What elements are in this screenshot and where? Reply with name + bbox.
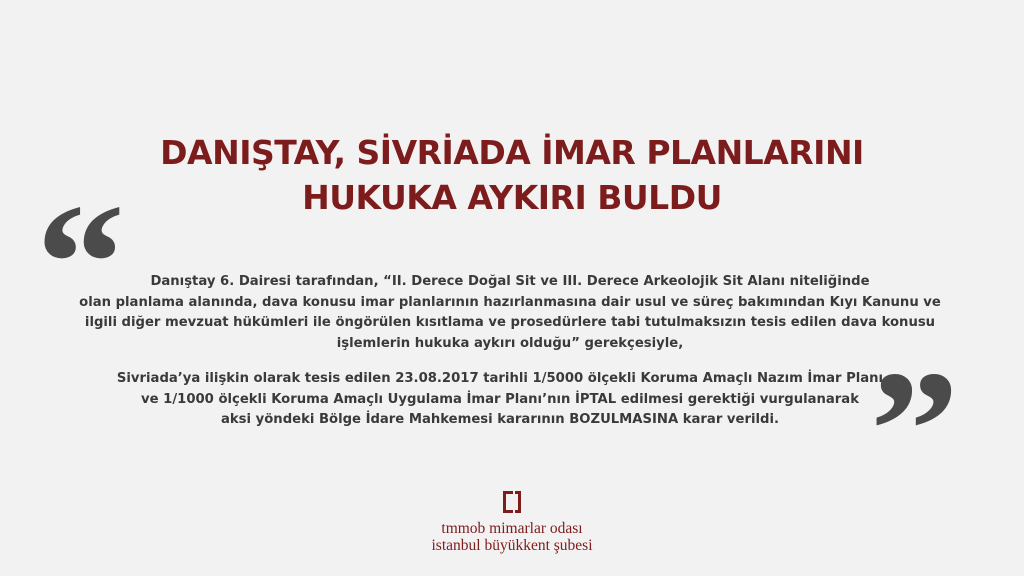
- headline-line-1: DANIŞTAY, SİVRİADA İMAR PLANLARINI: [160, 133, 864, 172]
- headline-line-2: HUKUKA AYKIRI BULDU: [302, 178, 722, 217]
- body-line: ilgili diğer mevzuat hükümleri ile öngörülen kısıtlama ve prosedürlere tabi tutulmaksızın tesis edilen dava konusu: [84, 315, 936, 330]
- body-line: ve 1/1000 ölçekli Koruma Amaçlı Uygulama İmar Planı’nın İPTAL edilmesi gerektiği vurgulanarak: [141, 391, 859, 407]
- headline: [0, 130, 1024, 220]
- open-quote-icon: “: [35, 169, 126, 357]
- body-paragraph-1: [0, 272, 1022, 354]
- logo-line-1: tmmob mimarlar odası: [441, 520, 583, 537]
- close-quote-icon: ”: [869, 336, 960, 524]
- bracket-logo-icon: [502, 490, 522, 514]
- body-line: aksi yöndeki Bölge İdare Mahkemesi kararının BOZULMASINA karar verildi.: [221, 412, 779, 427]
- logo-line-2: istanbul büyükkent şubesi: [431, 537, 593, 554]
- organization-logo-text: [0, 520, 1024, 554]
- body-line: işlemlerin hukuka aykırı olduğu” gerekçesiyle,: [336, 335, 684, 351]
- body-line: olan planlama alanında, dava konusu imar planlarının hazırlanmasına dair usul ve süreç bakımından Kıyı Kanunu ve: [79, 294, 941, 310]
- body-line: Danıştay 6. Dairesi tarafından, “II. Derece Doğal Sit ve III. Derece Arkeolojik Sit Alanı niteliğinde: [150, 274, 870, 289]
- body-paragraph-2: [0, 369, 1012, 431]
- body-line: Sivriada’ya ilişkin olarak tesis edilen 23.08.2017 tarihli 1/5000 ölçekli Koruma Amaçlı Nazım İmar Planı: [116, 371, 884, 386]
